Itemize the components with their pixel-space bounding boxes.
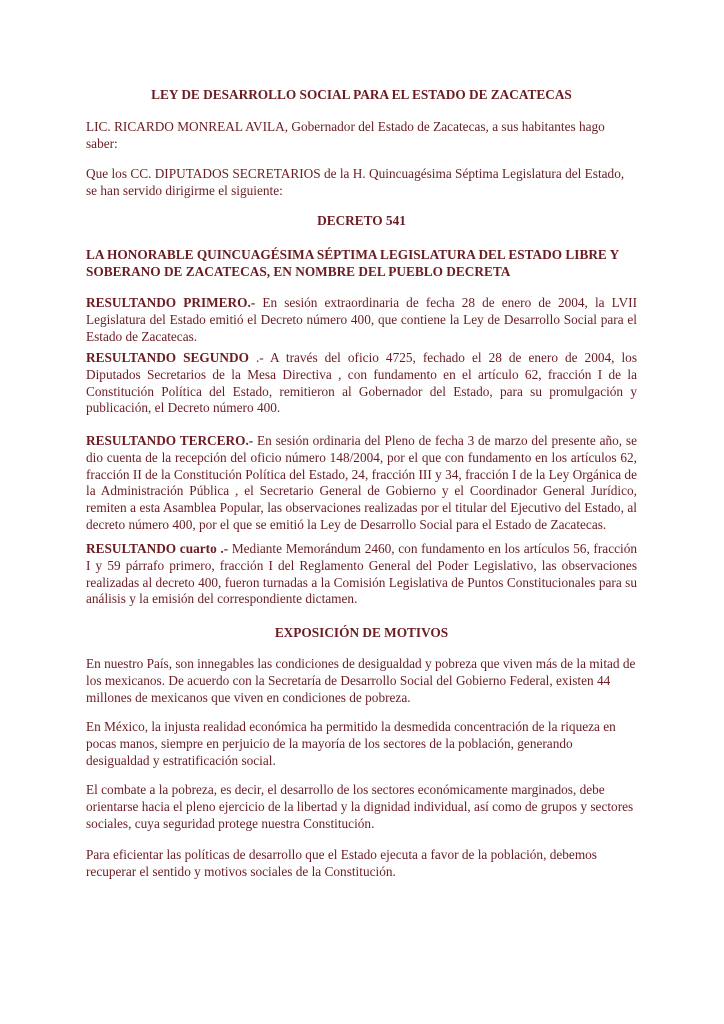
exposicion-paragraph: El combate a la pobreza, es decir, el desarrollo de los sectores económicamente marginados, debe orientarse hacia el pleno ejercicio de la libertad y la dignidad individual, así como de grupos y sectores sociales, cuya seguridad protege nuestra Constitución. <box>86 782 634 831</box>
resultando-text: En sesión ordinaria del Pleno de fecha 3 de marzo del presente año, se dio cuenta de la recepción del oficio número 148/2004, por el que con fundamento en los artículos 62, fracción II de la Constitución Política del Estado, 24, fracción III y 34, fracción I de la Ley Orgánica de la Administración Pública , el Secretario General de Gobierno y el Coordinador General Jurídico, remiten a esta Asamblea Popular, las observaciones realizadas por el titular del Ejecutivo del Estado, al decreto número 400, por el que se emitió la Ley de Desarrollo Social para el Estado de Zacatecas. <box>86 433 637 532</box>
resultando-label: RESULTANDO cuarto .- <box>86 541 229 556</box>
decree-number: DECRETO 541 <box>317 213 406 228</box>
document-title: LEY DE DESARROLLO SOCIAL PARA EL ESTADO DE ZACATECAS <box>151 87 572 102</box>
decree-heading: LA HONORABLE QUINCUAGÉSIMA SÉPTIMA LEGISLATURA DEL ESTADO LIBRE Y SOBERANO DE ZACATECAS, EN NOMBRE DEL PUEBLO DECRETA <box>86 247 619 279</box>
exposicion-heading: EXPOSICIÓN DE MOTIVOS <box>274 625 449 640</box>
preamble-paragraph: Que los CC. DIPUTADOS SECRETARIOS de la H. Quincuagésima Séptima Legislatura del Estado, se han servido dirigirme el siguiente: <box>86 166 625 198</box>
intro-paragraph: LIC. RICARDO MONREAL AVILA, Gobernador del Estado de Zacatecas, a sus habitantes hago saber: <box>86 119 605 151</box>
resultando-tercero <box>86 433 637 534</box>
resultando-label: RESULTANDO SEGUNDO <box>86 350 249 365</box>
resultando-primero <box>86 295 637 345</box>
resultando-text: En sesión extraordinaria de fecha 28 de enero de 2004, la LVII Legislatura del Estado emitió el Decreto número 400, que contiene la Ley de Desarrollo Social para el Estado de Zacatecas. <box>86 295 637 344</box>
resultando-cuarto <box>86 541 637 608</box>
exposicion-paragraph: Para eficientar las políticas de desarrollo que el Estado ejecuta a favor de la población, debemos recuperar el sentido y motivos sociales de la Constitución. <box>86 847 597 879</box>
resultando-label: RESULTANDO PRIMERO.- <box>86 295 256 310</box>
resultando-text: .- A través del oficio 4725, fechado el 28 de enero de 2004, los Diputados Secretarios de la Mesa Directiva , con fundamento en el artículo 62, fracción I de la Constitución Política del Estado, remitieron al Gobernador del Estado, para su promulgación y publicación, el Decreto número 400. <box>86 350 638 416</box>
resultando-text: Mediante Memorándum 2460, con fundamento en los artículos 56, fracción I y 59 párrafo primero, fracción I del Reglamento General del Poder Legislativo, las observaciones realizadas al decreto 400, fueron turnadas a la Comisión Legislativa de Puntos Constitucionales para su análisis y la emisión del correspondiente dictamen. <box>86 541 637 607</box>
resultando-segundo <box>86 350 637 417</box>
exposicion-paragraph: En México, la injusta realidad económica ha permitido la desmedida concentración de la riqueza en pocas manos, siempre en perjuicio de la mayoría de los sectores de la población, generando desigualdad y estratificación social. <box>86 719 616 768</box>
exposicion-paragraph: En nuestro País, son innegables las condiciones de desigualdad y pobreza que viven más de la mitad de los mexicanos. De acuerdo con la Secretaría de Desarrollo Social del Gobierno Federal, existen 44 millones de mexicanos que viven en condiciones de pobreza. <box>86 656 636 705</box>
resultando-label: RESULTANDO TERCERO.- <box>86 433 254 448</box>
